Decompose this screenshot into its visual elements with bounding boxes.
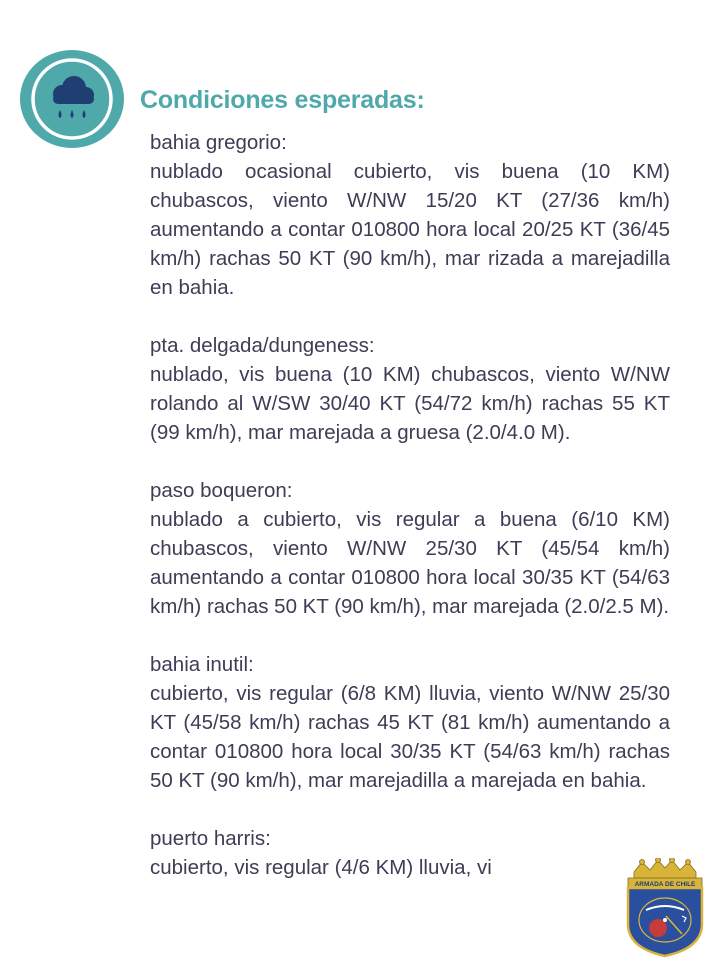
- section-location: bahia gregorio:: [150, 131, 287, 154]
- forecast-section: [150, 331, 670, 447]
- section-forecast-text: cubierto, vis regular (6/8 KM) lluvia, viento W/NW 25/30 KT (45/58 km/h) rachas 45 KT (81 km/h) aumentando a contar 010800 hora local 30/35 KT (54/63 km/h) rachas 50 KT (90 km/h), mar marejadilla a marejada en bahia.: [150, 682, 670, 792]
- section-forecast-text: nublado, vis buena (10 KM) chubascos, viento W/NW rolando al W/SW 30/40 KT (54/72 km/h) rachas 55 KT (99 km/h), mar marejada a gruesa (2.0/4.0 M).: [150, 363, 670, 444]
- forecast-section: [150, 476, 670, 621]
- rain-cloud-icon: [20, 50, 124, 148]
- page-title: Condiciones esperadas:: [140, 86, 425, 114]
- section-location: pta. delgada/dungeness:: [150, 334, 375, 357]
- forecast-section: [150, 824, 670, 882]
- section-forecast-text: nublado ocasional cubierto, vis buena (10 KM) chubascos, viento W/NW 15/20 KT (27/36 km/h) aumentando a contar 010800 hora local 20/25 KT (36/45 km/h) rachas 50 KT (90 km/h), mar rizada a marejadilla en bahia.: [150, 160, 670, 299]
- section-forecast-text: cubierto, vis regular (4/6 KM) lluvia, vi: [150, 856, 492, 879]
- section-forecast-text: nublado a cubierto, vis regular a buena (6/10 KM) chubascos, viento W/NW 25/30 KT (45/54 km/h) aumentando a contar 010800 hora local 30/35 KT (54/63 km/h) rachas 50 KT (90 km/h), mar marejada (2.0/2.5 M).: [150, 508, 670, 618]
- forecast-sections: [150, 128, 670, 911]
- forecast-section: [150, 650, 670, 795]
- forecast-section: [150, 128, 670, 302]
- navy-crest-icon: [620, 858, 710, 958]
- section-location: puerto harris:: [150, 827, 271, 850]
- section-location: bahia inutil:: [150, 653, 254, 676]
- section-location: paso boqueron:: [150, 479, 293, 502]
- crest-banner-text: ARMADA DE CHILE: [634, 881, 696, 888]
